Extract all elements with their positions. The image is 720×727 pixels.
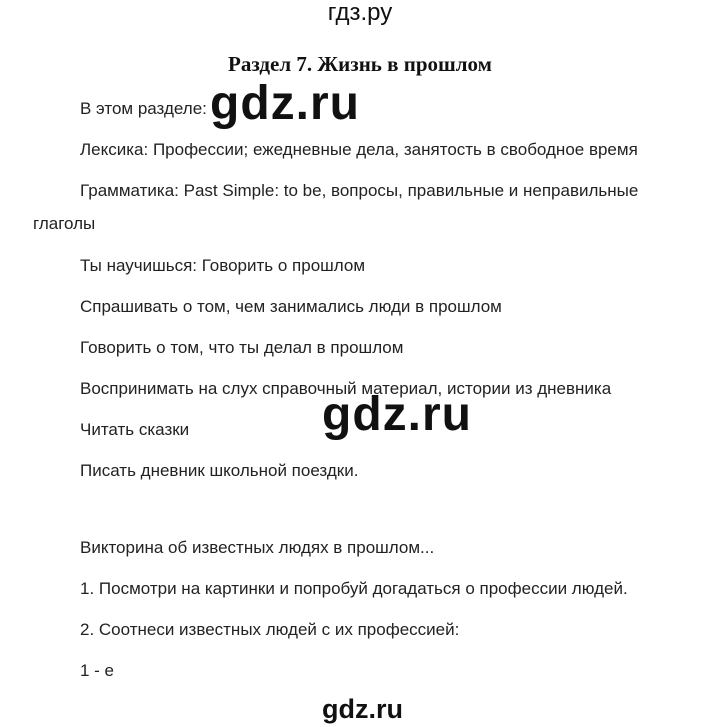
watermark-bottom: gdz.ru xyxy=(322,694,403,724)
quiz-title-line: Викторина об известных людях в прошлом... xyxy=(80,538,435,557)
task-2-line: 2. Соотнеси известных людей с их профессией: xyxy=(80,620,460,639)
skill-line-write: Писать дневник школьной поездки. xyxy=(80,461,359,480)
watermark-top: gdz.ru xyxy=(210,77,360,130)
answer-line: 1 - e xyxy=(80,661,115,680)
skill-line-read: Читать сказки xyxy=(80,420,190,439)
intro-line: В этом разделе: xyxy=(80,99,207,118)
task-1-line: 1. Посмотри на картинки и попробуй догадаться о профессии людей. xyxy=(80,579,628,598)
skill-line-ask: Спрашивать о том, чем занимались люди в прошлом xyxy=(80,297,502,316)
vocabulary-line: Лексика: Профессии; ежедневные дела, занятость в свободное время xyxy=(80,140,638,159)
watermark-middle: gdz.ru xyxy=(322,388,472,441)
you-will-learn-line: Ты научишься: Говорить о прошлом xyxy=(80,256,366,275)
section-title: Раздел 7. Жизнь в прошлом xyxy=(228,52,492,76)
grammar-line-continued: глаголы xyxy=(33,214,96,233)
grammar-line: Грамматика: Past Simple: to be, вопросы, правильные и неправильные xyxy=(80,181,639,200)
skill-line-listen: Воспринимать на слух справочный материал, истории из дневника xyxy=(80,379,612,398)
skill-line-talk: Говорить о том, что ты делал в прошлом xyxy=(80,338,404,357)
site-header-logo: гдз.ру xyxy=(327,0,393,26)
